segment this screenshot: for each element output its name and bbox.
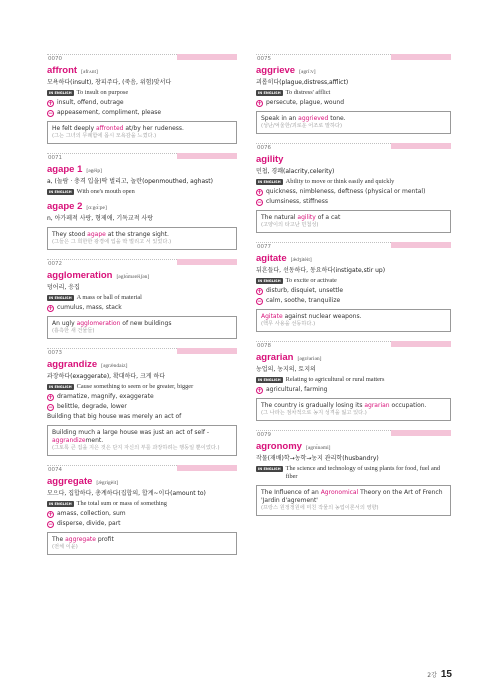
example-box	[256, 309, 451, 332]
antonym-line	[256, 297, 451, 305]
korean-definition: 모욕하다(insult), 창피주다, (죽음, 위험)맞서다	[47, 79, 172, 86]
english-definition-line	[47, 294, 237, 302]
example-english	[261, 115, 446, 123]
example-text-pre: An ugly	[52, 320, 77, 327]
example-korean: (프랑스 원정정원에 미친 작물의 농업이론서의 영향)	[261, 505, 379, 511]
synonyms: persecute, plague, wound	[266, 99, 345, 106]
example-box	[47, 227, 237, 250]
synonyms: cumulus, mass, stack	[57, 304, 122, 311]
example-english	[52, 536, 232, 544]
antonyms: appeasement, compliment, please	[57, 109, 162, 116]
entry-number-bar	[256, 242, 451, 252]
example-korean: (흉측한 새 건물들)	[52, 328, 95, 334]
pronunciation: [əgrɑ́nəmi]	[305, 445, 331, 451]
example-text-post: Theory on the Art of French 'Jardin d'agrement'	[261, 489, 443, 504]
headword-line	[47, 201, 237, 212]
entry-number-bar	[47, 54, 237, 64]
synonyms: dramatize, magnify, exaggerate	[57, 393, 154, 400]
english-definition-line	[47, 383, 237, 391]
example-text-pre: The country is gradually losing its	[261, 402, 365, 409]
headword-line	[256, 253, 451, 264]
example-text-post: at/by her rudeness.	[123, 125, 184, 132]
example-highlight: aggrandize	[52, 437, 86, 444]
headword: agglomeration	[47, 270, 113, 281]
pronunciation: [əgéip]	[86, 168, 102, 174]
vocab-entry	[47, 153, 237, 250]
example-box	[47, 425, 237, 456]
headword-line	[47, 164, 237, 175]
example-korean: (그는 그녀의 무례함에 몹시 모욕감을 느꼈다.)	[52, 133, 157, 139]
minus-icon: −	[257, 297, 263, 305]
example-highlight: Agitate	[261, 313, 283, 320]
english-definition: Cause something to seem or be greater, bigger	[76, 383, 194, 390]
vocab-entry	[256, 143, 451, 233]
entry-number-bar	[47, 153, 237, 163]
example-text-pre: Speak in an	[261, 115, 299, 122]
example-text-pre: The	[52, 536, 66, 543]
headword: agape 1	[47, 164, 83, 175]
vocab-entry	[256, 242, 451, 332]
synonym-line	[256, 99, 451, 107]
headword: aggregate	[47, 476, 93, 487]
headword-line	[47, 359, 237, 370]
plus-icon: +	[257, 287, 263, 295]
english-definition: The total sum or mass of something	[76, 500, 167, 507]
korean-definition: 과장하다(exaggerate), 확대하다, 크게 하다	[47, 373, 166, 380]
entry-number-bar	[47, 348, 237, 358]
example-box	[256, 111, 451, 134]
entry-number-bar	[47, 465, 237, 475]
entry-number: 0072	[48, 261, 62, 267]
in-english-badge: IN ENGLISH	[258, 91, 281, 95]
headword: agape 2	[47, 201, 83, 212]
example-korean: (그토록 큰 집을 지은 것은 단지 자신의 부를 과장하려는 행동일 뿐이었다.)	[52, 445, 220, 451]
right-column	[256, 54, 451, 525]
pronunciation: [ǽgrigèit]	[96, 480, 119, 486]
example-english	[261, 489, 446, 505]
headword: agitate	[256, 253, 287, 264]
vocab-entry	[256, 341, 451, 421]
english-definition: To insult on purpose	[76, 89, 129, 96]
example-box	[256, 398, 451, 421]
synonyms: quickness, nimbleness, deftness (physical or mental)	[266, 188, 426, 195]
plus-icon: +	[257, 99, 263, 107]
pronunciation: [əgrǽndaiz]	[101, 363, 128, 369]
korean-definition: 모으다, 집합하다, 총계하다(집합의, 합계~이다(amount to)	[47, 490, 206, 497]
minus-icon: −	[257, 198, 263, 206]
english-definition: With one's mouth open	[76, 188, 135, 195]
plus-icon: +	[257, 386, 263, 394]
in-english-badge: IN ENGLISH	[49, 296, 72, 300]
example-text-post: ment.	[85, 437, 104, 444]
english-definition: To distress' afflict	[285, 89, 331, 96]
antonyms: clumsiness, stiffness	[266, 198, 328, 205]
synonym-line	[47, 99, 237, 107]
example-highlight: agape	[87, 231, 106, 238]
example-highlight: agility	[297, 214, 316, 221]
antonyms: calm, soothe, tranquilize	[266, 297, 341, 304]
korean-definition: 덩어리, 응집	[47, 284, 80, 291]
english-definition: The science and technology of using plants for food, fuel and fiber	[285, 465, 441, 480]
example-highlight: agrarian	[364, 402, 390, 409]
english-definition: To excite or activate	[285, 277, 337, 284]
entry-number-bar	[47, 259, 237, 269]
example-english	[261, 402, 446, 410]
in-english-badge: IN ENGLISH	[49, 190, 72, 194]
entry-number: 0078	[257, 343, 271, 349]
example-korean: (고양이의 타고난 민첩성)	[261, 222, 319, 228]
pronunciation: [əfrʌnt]	[81, 69, 98, 75]
example-text-pre: The natural	[261, 214, 298, 221]
antonym-line	[47, 403, 237, 411]
entry-number: 0070	[48, 56, 62, 62]
example-box	[47, 316, 237, 339]
pink-tab	[177, 465, 237, 471]
example-box	[256, 485, 451, 516]
plus-icon: +	[257, 188, 263, 196]
headword-line	[256, 441, 451, 452]
entry-number-bar	[256, 54, 451, 64]
english-definition: Ability to move or think easily and quickly	[285, 178, 395, 185]
example-korean: (핵무 사용을 선동하다.)	[261, 321, 316, 327]
example-korean: (그 나라는 점차적으로 농지 성격을 잃고 있다.)	[261, 410, 367, 416]
entry-number: 0077	[257, 244, 271, 250]
extra-sentence: Building that big house was merely an act of	[47, 413, 182, 420]
example-text-post: tone.	[328, 115, 346, 122]
headword: agronomy	[256, 441, 302, 452]
headword-line	[47, 270, 237, 281]
vocab-entry	[47, 465, 237, 555]
vocab-entry	[256, 54, 451, 134]
korean-definition: 작물(재배)학→농학→농지 관리학(husbandry)	[256, 455, 379, 462]
entry-number-bar	[256, 143, 451, 153]
example-text-post: occupation.	[389, 402, 427, 409]
vocab-entry	[47, 348, 237, 456]
korean-definition: n, 아가페적 사랑, 형제애, 기독교적 사랑	[47, 215, 154, 222]
example-box	[256, 210, 451, 233]
in-english-badge: IN ENGLISH	[258, 180, 281, 184]
korean-definition: 민첩, 경쾌(alacrity,celerity)	[256, 168, 335, 175]
example-korean: (성난/억울한/괴로운 어조로 말하다)	[261, 123, 342, 129]
entry-number: 0075	[257, 56, 271, 62]
pink-tab	[177, 54, 237, 60]
korean-definition: 괴롭히다(plague,distress,afflict)	[256, 79, 349, 86]
antonym-line	[47, 520, 237, 528]
headword-line	[47, 476, 237, 487]
antonym-line	[47, 109, 237, 117]
english-definition-line	[256, 178, 451, 186]
antonyms: disperse, divide, part	[57, 520, 121, 527]
plus-icon: +	[48, 393, 54, 401]
example-english	[52, 429, 232, 445]
english-definition-line	[256, 376, 451, 384]
example-text-post: profit	[95, 536, 114, 543]
headword-line	[256, 65, 451, 76]
minus-icon: −	[48, 403, 54, 411]
example-english	[52, 320, 232, 328]
example-korean: (그들은 그 희한한 광경에 입을 딱 벌리고 서 있었다.)	[52, 239, 172, 245]
example-text-post: of a cat	[315, 214, 341, 221]
example-highlight: agglomeration	[76, 320, 121, 327]
example-highlight: affronted	[95, 125, 124, 132]
vocab-entry	[47, 259, 237, 339]
example-text-post: of new buildings	[120, 320, 172, 327]
synonyms: agricultural, farming	[266, 386, 328, 393]
example-text-pre: The Influence of an	[261, 489, 321, 496]
plus-icon: +	[48, 304, 54, 312]
example-text-pre: He felt deeply	[52, 125, 96, 132]
in-english-badge: IN ENGLISH	[258, 467, 281, 471]
entry-number-bar	[256, 430, 451, 440]
example-box	[47, 532, 237, 555]
example-box	[47, 121, 237, 144]
left-column	[47, 54, 237, 564]
example-english	[261, 214, 446, 222]
pink-tab	[177, 259, 237, 265]
chapter-label: 2강	[427, 672, 437, 679]
example-english	[52, 231, 232, 239]
korean-definition: 농업의, 농지의, 토지의	[256, 366, 316, 373]
korean-definition: 뒤흔들다, 선동하다, 동요하다(instigate,stir up)	[256, 267, 386, 274]
example-english	[52, 125, 232, 133]
headword: aggrandize	[47, 359, 98, 370]
synonym-line	[256, 188, 451, 196]
minus-icon: −	[48, 520, 54, 528]
entry-number: 0073	[48, 350, 62, 356]
antonym-line	[256, 198, 451, 206]
vocab-entry	[47, 54, 237, 144]
pink-tab	[391, 242, 451, 248]
synonym-line	[256, 386, 451, 394]
in-english-badge: IN ENGLISH	[258, 279, 281, 283]
synonyms: disturb, disquiet, unsettle	[266, 287, 344, 294]
vocab-entry	[256, 430, 451, 516]
pronunciation: [ɑ:gɑ́:pe]	[86, 205, 107, 211]
english-definition-line	[47, 500, 237, 508]
synonyms: insult, offend, outrage	[57, 99, 124, 106]
synonym-line	[47, 304, 237, 312]
example-text-pre: They stood	[52, 231, 88, 238]
pink-tab	[391, 341, 451, 347]
plus-icon: +	[48, 99, 54, 107]
in-english-badge: IN ENGLISH	[49, 91, 72, 95]
english-definition: Relating to agricultural or rural matters	[285, 376, 385, 383]
entry-number: 0071	[48, 155, 62, 161]
entry-number: 0076	[257, 145, 271, 151]
pink-tab	[391, 143, 451, 149]
pink-tab	[391, 430, 451, 436]
synonym-line	[47, 510, 237, 518]
pronunciation: [əgrέəriən]	[297, 356, 322, 362]
pronunciation: [ǽdʒitèit]	[290, 257, 312, 263]
plus-icon: +	[48, 510, 54, 518]
entry-number: 0074	[48, 467, 62, 473]
headword-line	[47, 65, 237, 76]
headword: agrarian	[256, 352, 294, 363]
page-footer	[427, 669, 452, 680]
page-number: 15	[440, 669, 452, 680]
entry-number-bar	[256, 341, 451, 351]
english-definition-line	[256, 89, 451, 97]
example-highlight: aggregate	[65, 536, 96, 543]
entry-number: 0079	[257, 432, 271, 438]
example-english	[261, 313, 446, 321]
pronunciation: [əgrí:v]	[299, 69, 316, 75]
in-english-badge: IN ENGLISH	[49, 385, 72, 389]
in-english-badge: IN ENGLISH	[49, 502, 72, 506]
example-text-post: at the strange sight.	[105, 231, 169, 238]
english-definition-line	[256, 465, 451, 481]
english-definition: A mass or ball of material	[76, 294, 142, 301]
example-text-post: against nuclear weapons.	[282, 313, 362, 320]
english-definition-line	[256, 277, 451, 285]
headword: agility	[256, 154, 284, 165]
headword-line	[256, 154, 451, 165]
synonym-line	[47, 393, 237, 401]
synonyms: amass, collection, sum	[57, 510, 126, 517]
korean-definition: a, (놀람 · 충격 입을)딱 벌리고, 놀란(openmouthed, aghast)	[47, 178, 213, 185]
english-definition-line	[47, 188, 237, 196]
pink-tab	[391, 54, 451, 60]
pronunciation: [əglɑ̀məréiʃən]	[116, 274, 150, 280]
pink-tab	[177, 153, 237, 159]
in-english-badge: IN ENGLISH	[258, 378, 281, 382]
example-highlight: aggrieved	[298, 115, 329, 122]
english-definition-line	[47, 89, 237, 97]
example-highlight: Agronomical	[320, 489, 359, 496]
headword: aggrieve	[256, 65, 296, 76]
example-korean: (전체 이윤)	[52, 544, 78, 550]
headword: affront	[47, 65, 78, 76]
synonym-line	[256, 287, 451, 295]
headword-line	[256, 352, 451, 363]
example-text-pre: Building much a large house was just an act of self -	[52, 429, 210, 436]
antonyms: belittle, degrade, lower	[57, 403, 127, 410]
minus-icon: −	[48, 109, 54, 117]
pink-tab	[177, 348, 237, 354]
